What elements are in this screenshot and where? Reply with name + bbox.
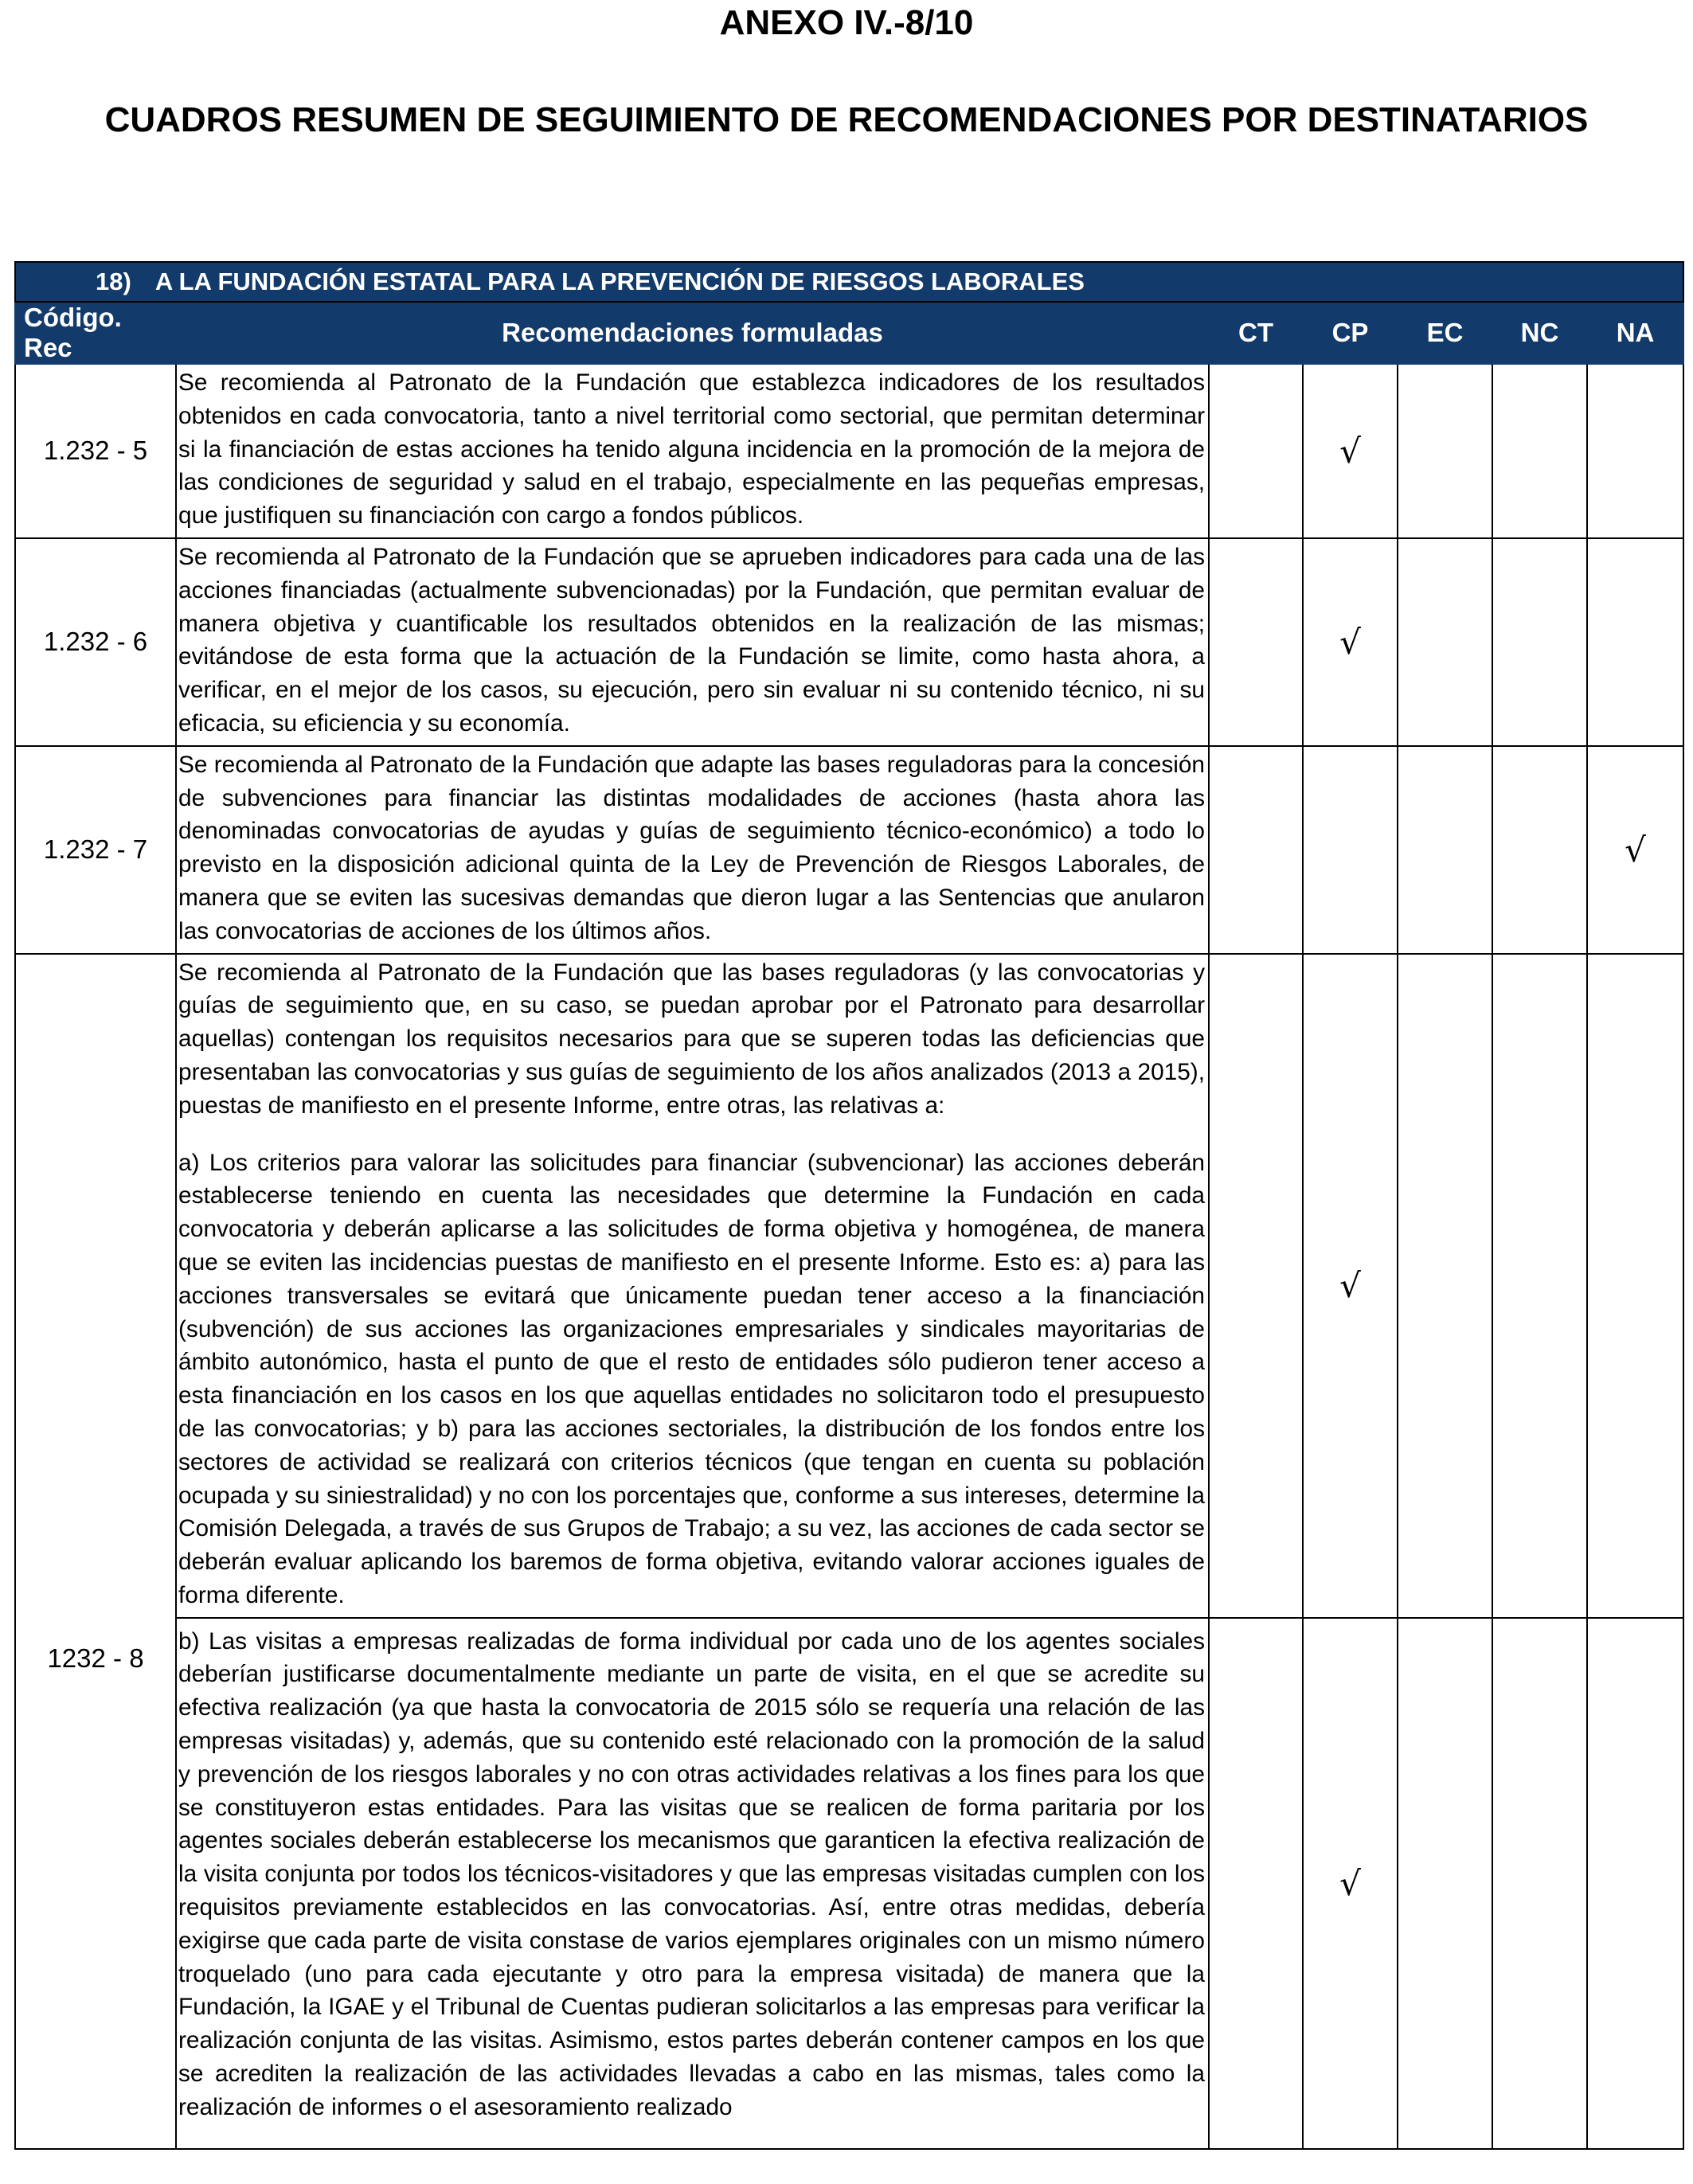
header-na: NA — [1587, 302, 1683, 364]
header-recommendations: Recomendaciones formuladas — [176, 302, 1209, 364]
status-na — [1587, 954, 1683, 1618]
section-title: A LA FUNDACIÓN ESTATAL PARA LA PREVENCIÓN DE RIESGOS LABORALES — [154, 268, 1085, 295]
status-cp-check-icon: √ — [1303, 364, 1398, 538]
header-code: Código. Rec — [15, 302, 176, 364]
status-ec — [1398, 364, 1492, 538]
status-ct — [1209, 538, 1303, 746]
row-code: 1.232 - 6 — [15, 538, 176, 746]
row-recommendation: Se recomienda al Patronato de la Fundación que se aprueben indicadores para cada una de las acciones financiadas (actualmente subvencionadas) por la Fundación, que permitan evaluar de manera objetiva y cuantificable los resultados obtenidos en la realización de las mismas; evitándose de esta forma que la actuación de la Fundación se limite, como hasta ahora, a verificar, en el mejor de los casos, su ejecución, pero sin evaluar ni su contenido técnico, ni su eficacia, su eficiencia y su economía. — [176, 538, 1209, 746]
row-code: 1232 - 8 — [15, 954, 176, 2149]
row-code: 1.232 - 7 — [15, 746, 176, 954]
table-row — [15, 364, 1683, 538]
row-recommendation — [176, 954, 1209, 1618]
row-code: 1.232 - 5 — [15, 364, 176, 538]
recommendations-table — [14, 261, 1684, 2150]
status-ct — [1209, 746, 1303, 954]
status-na-check-icon: √ — [1587, 746, 1683, 954]
table-row — [15, 954, 1683, 1618]
status-ct — [1209, 1618, 1303, 2149]
header-ct: CT — [1209, 302, 1303, 364]
row-recommendation: Se recomienda al Patronato de la Fundación que establezca indicadores de los resultados obtenidos en cada convocatoria, tanto a nivel territorial como sectorial, que permitan determinar si la financiación de estas acciones ha tenido alguna incidencia en la promoción de la mejora de las condiciones de seguridad y salud en el trabajo, especialmente en las pequeñas empresas, que justifiquen su financiación con cargo a fondos públicos. — [176, 364, 1209, 538]
section-header — [15, 262, 1683, 302]
status-ec — [1398, 954, 1492, 1618]
status-ct — [1209, 364, 1303, 538]
status-ct — [1209, 954, 1303, 1618]
table-row — [15, 1618, 1683, 2149]
recommendation-part-a: a) Los criterios para valorar las solicitudes para financiar (subvencionar) las acciones deberán establecerse teniendo en cuenta las necesidades que determine la Fundación en cada convocatoria y deberán aplicarse a las solicitudes de forma objetiva y homogénea, de manera que se eviten las incidencias puestas de manifiesto en el presente Informe. Esto es: a) para las acciones transversales se evitará que únicamente puedan tener acceso a la financiación (subvención) de sus acciones las organizaciones empresariales y sindicales mayoritarias de ámbito autonómico, hasta el punto de que el resto de entidades sólo pudieron tener acceso a esta financiación en los casos en los que aquellas entidades no solicitaron todo el presupuesto de las convocatorias; y b) para las acciones sectoriales, la distribución de los fondos entre los sectores de actividad se realizará con criterios técnicos (que tengan en cuenta su población ocupada y su siniestralidad) y no con los porcentajes que, conforme a sus intereses, determine la Comisión Delegada, a través de sus Grupos de Trabajo; a su vez, las acciones de cada sector se deberán evaluar aplicando los baremos de forma objetiva, evitando valorar acciones iguales de forma diferente. — [178, 1149, 1205, 1608]
recommendation-part-b: b) Las visitas a empresas realizadas de forma individual por cada uno de los agentes sociales deberían justificarse documentalmente mediante un parte de visita, en el que se acredite su efectiva realización (ya que hasta la convocatoria de 2015 sólo se requería una relación de las empresas visitadas) y, además, que su contenido esté relacionado con la promoción de la salud y prevención de los riesgos laborales y no con otras actividades relativas a los fines para los que se constituyeron estas entidades. Para las visitas que se realicen de forma paritaria por los agentes sociales deberán establecerse los mecanismos que garanticen la efectiva realización de la visita conjunta por todos los técnicos-visitadores y que las empresas visitadas cumplen con los requisitos previamente establecidos en las convocatorias. Así, entre otras medidas, debería exigirse que cada parte de visita constase de varios ejemplares originales con un mismo número troquelado (uno para cada ejecutante y otro para la empresa visitada) de manera que la Fundación, la IGAE y el Tribunal de Cuentas pudieran solicitarlos a las empresas para verificar la realización conjunta de las visitas. Asimismo, estos partes deberán contener campos en los que se acrediten la realización de las actividades llevadas a cabo en las mismas, tales como la realización de informes o el asesoramiento realizado — [176, 1618, 1209, 2149]
status-cp-check-icon: √ — [1303, 1618, 1398, 2149]
header-nc: NC — [1492, 302, 1587, 364]
status-na — [1587, 364, 1683, 538]
recommendation-intro: Se recomienda al Patronato de la Fundación que las bases reguladoras (y las convocatorias y guías de seguimiento que, en su caso, se puedan aprobar por el Patronato para desarrollar aquellas) contengan los requisitos necesarios para que se superen todas las deficiencias que presentaban las convocatorias y sus guías de seguimiento de los años analizados (2013 a 2015), puestas de manifiesto en el presente Informe, entre otras, las relativas a: — [178, 959, 1205, 1119]
status-na — [1587, 1618, 1683, 2149]
paragraph-gap — [178, 1123, 1205, 1147]
status-ec — [1398, 746, 1492, 954]
annex-title: ANEXO IV.-8/10 — [719, 3, 974, 42]
document-title: CUADROS RESUMEN DE SEGUIMIENTO DE RECOMENDACIONES POR DESTINATARIOS — [104, 100, 1589, 139]
section-number: 18) — [96, 268, 131, 295]
status-nc — [1492, 364, 1587, 538]
status-cp-check-icon: √ — [1303, 538, 1398, 746]
table-row — [15, 538, 1683, 746]
header-ec: EC — [1398, 302, 1492, 364]
header-cp: CP — [1303, 302, 1398, 364]
column-headers — [15, 302, 1683, 364]
status-ec — [1398, 538, 1492, 746]
status-ec — [1398, 1618, 1492, 2149]
status-na — [1587, 538, 1683, 746]
table-row — [15, 746, 1683, 954]
status-cp-check-icon: √ — [1303, 954, 1398, 1618]
section-title-cell — [15, 262, 1683, 302]
status-nc — [1492, 1618, 1587, 2149]
row-recommendation: Se recomienda al Patronato de la Fundación que adapte las bases reguladoras para la concesión de subvenciones para financiar las distintas modalidades de acciones (hasta ahora las denominadas convocatorias de ayudas y guías de seguimiento técnico-económico) a todo lo previsto en la disposición adicional quinta de la Ley de Prevención de Riesgos Laborales, de manera que se eviten las sucesivas demandas que dieron lugar a las Sentencias que anularon las convocatorias de acciones de los últimos años. — [176, 746, 1209, 954]
status-nc — [1492, 746, 1587, 954]
status-nc — [1492, 954, 1587, 1618]
status-cp — [1303, 746, 1398, 954]
status-nc — [1492, 538, 1587, 746]
